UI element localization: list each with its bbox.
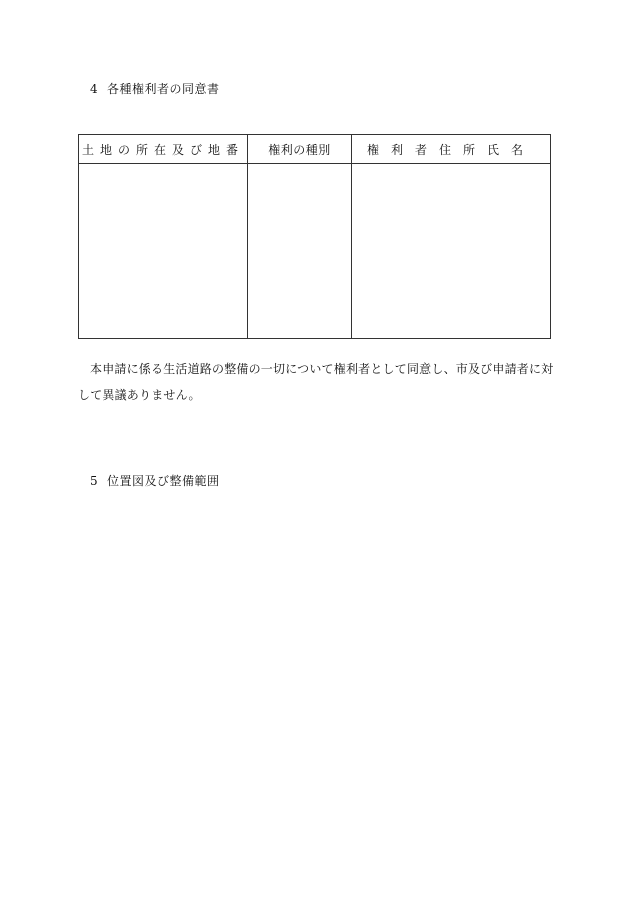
section-4-title: 各種権利者の同意書: [107, 82, 220, 96]
header-holder-address-name: 権利者住所氏名: [352, 135, 551, 164]
section-4-number: 4: [90, 82, 99, 96]
section-5-heading: [90, 472, 220, 489]
section-5-title: 位置図及び整備範囲: [107, 474, 220, 488]
cell-holder-address-name: [352, 164, 551, 339]
table-row: [79, 164, 551, 339]
table-header-row: [79, 135, 551, 164]
section-4-heading: [90, 80, 220, 97]
section-5-number: 5: [90, 474, 99, 488]
cell-land-location: [79, 164, 248, 339]
header-right-type: 権利の種別: [248, 135, 352, 164]
header-land-location: 土地の所在及び地番: [79, 135, 248, 164]
cell-right-type: [248, 164, 352, 339]
consent-statement: 本申請に係る生活道路の整備の一切について権利者として同意し、市及び申請者に対して異議ありません。: [78, 362, 554, 402]
consent-table: [78, 134, 551, 339]
